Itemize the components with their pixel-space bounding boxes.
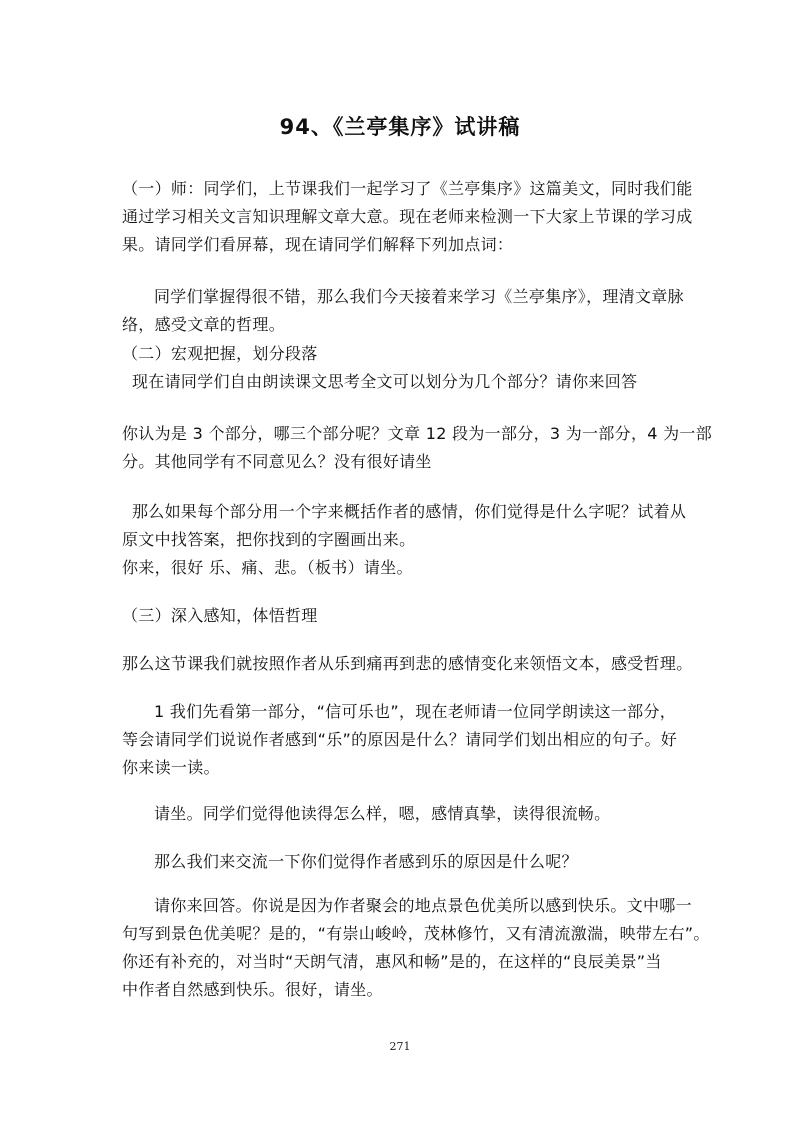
text-line: 你还有补充的，对当时“天朗气清，惠风和畅”是的，在这样的“良辰美景”当 bbox=[122, 952, 662, 971]
text-line: 句写到景色优美呢？是的，“有崇山峻岭，茂林修竹，又有清流激湍，映带左右”。 bbox=[122, 924, 710, 943]
text-line: 络，感受文章的哲理。 bbox=[122, 315, 286, 334]
text-line: 果。请同学们看屏幕，现在请同学们解释下列加点词： bbox=[122, 235, 514, 254]
paragraph-discussion bbox=[122, 848, 692, 876]
text-line: 那么这节课我们就按照作者从乐到痛再到悲的感情变化来领悟文本，感受哲理。 bbox=[122, 654, 693, 673]
text-line: 同学们掌握得很不错，那么我们今天接着来学习《兰亭集序》，理清文章脉 bbox=[154, 287, 684, 306]
paragraph-part-one bbox=[122, 698, 692, 782]
text-line: 你来，很好 乐、痛、悲。（板书）请坐。 bbox=[122, 558, 413, 577]
page-number: 271 bbox=[389, 1040, 411, 1053]
text-line: 中作者自然感到快乐。很好，请坐。 bbox=[122, 980, 383, 999]
page-title: 94、《兰亭集序》试讲稿 bbox=[279, 115, 521, 139]
text-line: （二）宏观把握，划分段落 bbox=[122, 344, 318, 363]
text-line: 现在请同学们自由朗读课文思考全文可以划分为几个部分？请你来回答 bbox=[132, 372, 638, 391]
paragraph-review bbox=[122, 175, 692, 259]
text-line: 请坐。同学们觉得他读得怎么样，嗯，感情真挚，读得很流畅。 bbox=[154, 804, 611, 823]
section-heading-3 bbox=[122, 602, 692, 630]
paragraph-one-word bbox=[122, 498, 692, 582]
paragraph-feedback bbox=[122, 800, 692, 828]
text-line: 通过学习相关文言知识理解文章大意。现在老师来检测一下大家上节课的学习成 bbox=[122, 207, 693, 226]
text-line: 1 我们先看第一部分，“信可乐也”，现在老师请一位同学朗读这一部分， bbox=[154, 702, 677, 721]
text-line: 等会请同学们说说作者感到“乐”的原因是什么？请同学们划出相应的句子。好 bbox=[122, 730, 678, 749]
text-line: （一）师：同学们，上节课我们一起学习了《兰亭集序》这篇美文，同时我们能 bbox=[122, 179, 693, 198]
section-heading-2 bbox=[122, 340, 692, 368]
text-line: 分。其他同学有不同意见么？没有很好请坐 bbox=[122, 452, 432, 471]
text-line: 原文中找答案，把你找到的字圈画出来。 bbox=[122, 530, 416, 549]
paragraph-emotion-path bbox=[122, 650, 692, 678]
text-line: 你认为是 3 个部分，哪三个部分呢？文章 12 段为一部分，3 为一部分，4 为一部 bbox=[122, 424, 713, 443]
paragraph-transition bbox=[122, 283, 692, 339]
text-line: 那么如果每个部分用一个字来概括作者的感情，你们觉得是什么字呢？试着从 bbox=[132, 502, 687, 521]
text-line: 你来读一读。 bbox=[122, 758, 220, 777]
text-line: 那么我们来交流一下你们觉得作者感到乐的原因是什么呢？ bbox=[154, 852, 578, 871]
paragraph-question-divide bbox=[122, 368, 692, 396]
paragraph-answer bbox=[122, 892, 710, 1004]
text-line: （三）深入感知，体悟哲理 bbox=[122, 606, 318, 625]
text-line: 请你来回答。你说是因为作者聚会的地点景色优美所以感到快乐。文中哪一 bbox=[154, 896, 692, 915]
paragraph-three-parts bbox=[122, 420, 713, 476]
